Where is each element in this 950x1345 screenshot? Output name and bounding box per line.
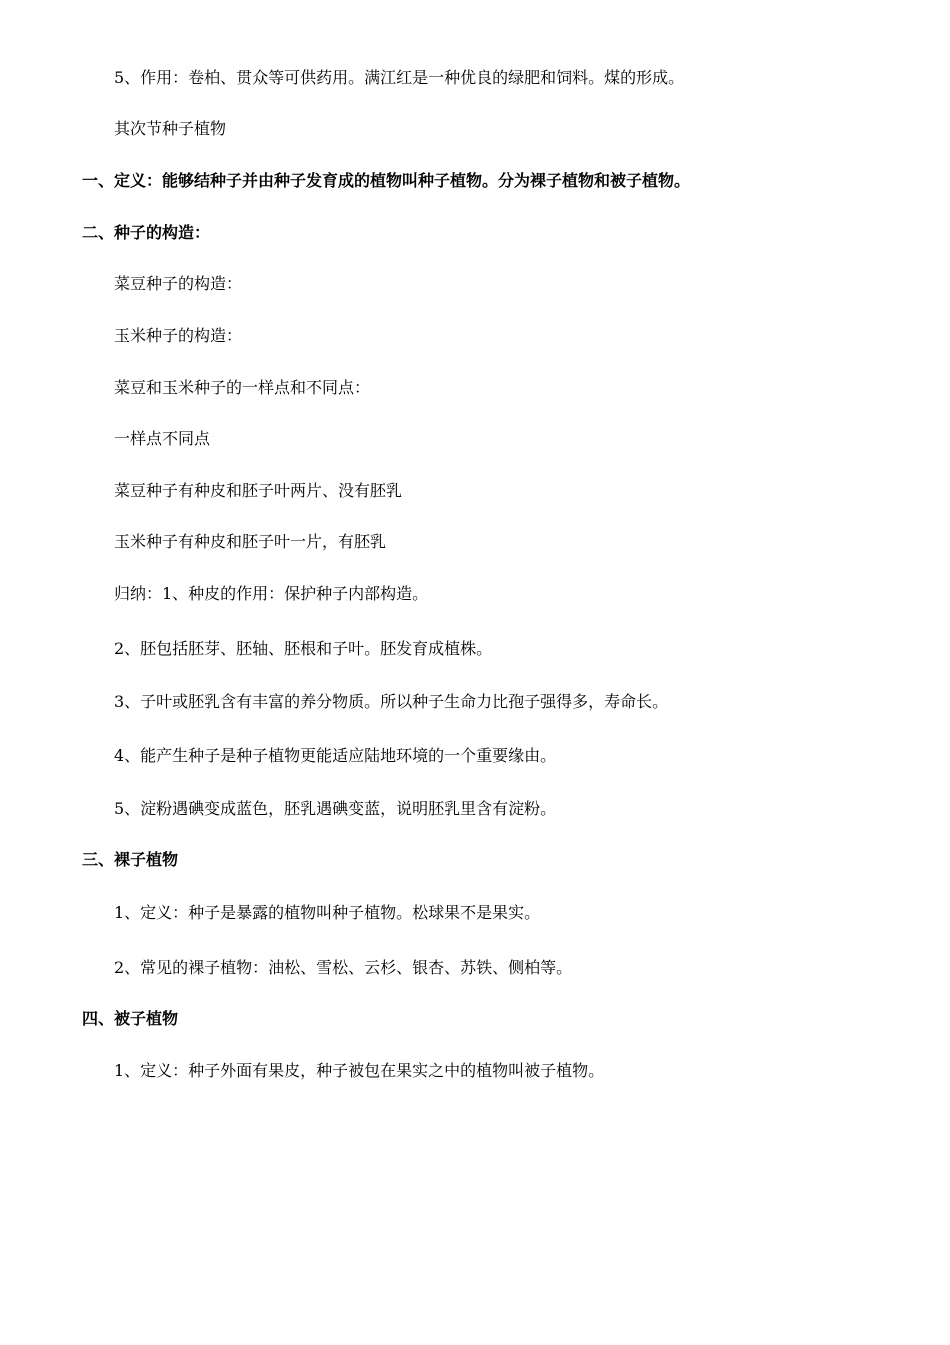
heading-definition: 一、定义：能够结种子并由种子发育成的植物叫种子植物。分为裸子植物和被子植物。 — [82, 171, 691, 190]
text-line-summary-5: 5、淀粉遇碘变成蓝色，胚乳遇碘变蓝，说明胚乳里含有淀粉。 — [114, 799, 557, 818]
text-line-uses: 5、作用：卷柏、贯众等可供药用。满江红是一种优良的绿肥和饲料。煤的形成。 — [114, 68, 685, 87]
section-title-seed-plants: 其次节种子植物 — [114, 119, 227, 138]
text-line-summary-3: 3、子叶或胚乳含有丰富的养分物质。所以种子生命力比孢子强得多，寿命长。 — [114, 692, 669, 711]
heading-angiosperms: 四、被子植物 — [82, 1009, 179, 1028]
text-line-angiosperm-definition: 1、定义：种子外面有果皮，种子被包在果实之中的植物叫被子植物。 — [114, 1061, 605, 1080]
heading-gymnosperms: 三、裸子植物 — [82, 850, 179, 869]
text-line-gymnosperm-definition: 1、定义：种子是暴露的植物叫种子植物。松球果不是果实。 — [114, 903, 541, 922]
text-line-summary-4: 4、能产生种子是种子植物更能适应陆地环境的一个重要缘由。 — [114, 746, 557, 765]
text-line-comparison: 菜豆和玉米种子的一样点和不同点： — [114, 378, 371, 397]
text-line-bean-structure: 菜豆种子的构造： — [114, 274, 243, 293]
text-line-corn-seed: 玉米种子有种皮和胚子叶一片，有胚乳 — [114, 532, 387, 551]
text-line-same-different: 一样点不同点 — [114, 429, 211, 448]
text-line-summary-2: 2、胚包括胚芽、胚轴、胚根和子叶。胚发育成植株。 — [114, 639, 493, 658]
text-line-gymnosperm-examples: 2、常见的裸子植物：油松、雪松、云杉、银杏、苏铁、侧柏等。 — [114, 958, 573, 977]
text-line-bean-seed: 菜豆种子有种皮和胚子叶两片、没有胚乳 — [114, 481, 403, 500]
text-line-summary-1: 归纳：1、种皮的作用：保护种子内部构造。 — [114, 584, 429, 603]
heading-seed-structure: 二、种子的构造： — [82, 223, 211, 242]
text-line-corn-structure: 玉米种子的构造： — [114, 326, 243, 345]
